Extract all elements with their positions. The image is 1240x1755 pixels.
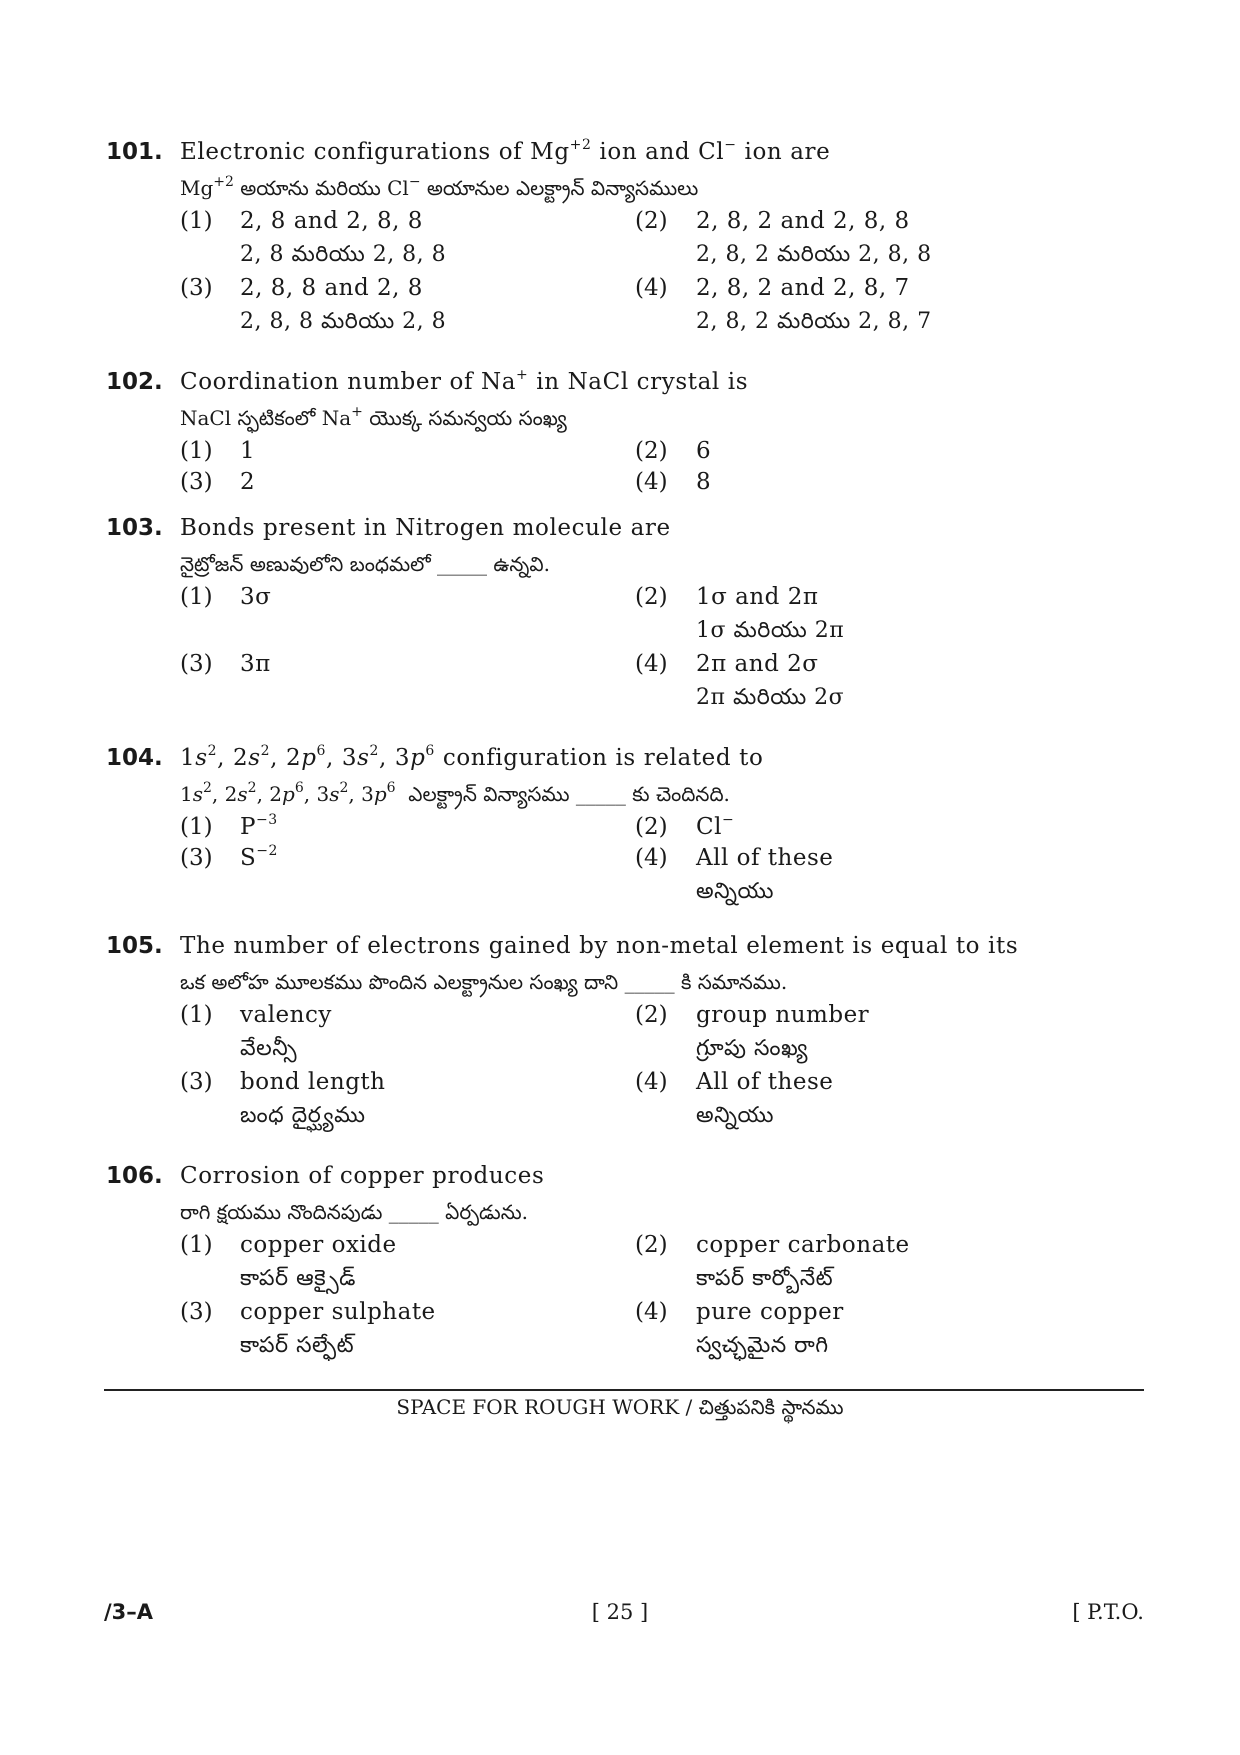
question-101 (106, 134, 1146, 340)
booklet-code: /3–A (104, 1600, 154, 1624)
option-number: (1) (180, 814, 213, 840)
option-number: (2) (635, 814, 668, 840)
option-number: (3) (180, 651, 213, 677)
option-number: (1) (180, 438, 213, 464)
option-text-te: కాపర్ సల్ఫేట్ (240, 1333, 355, 1358)
option-text-te: అన్నియు (696, 879, 774, 904)
page-number: [ 25 ] (591, 1600, 649, 1624)
option-text-en: 1σ and 2π (696, 584, 819, 610)
option-text-en: 2 (240, 469, 256, 495)
option-number: (2) (635, 584, 668, 610)
question-102 (106, 364, 1146, 498)
option-text-te: వేలన్సీ (240, 1036, 298, 1061)
question-text-en: The number of electrons gained by non-metal element is equal to its (180, 933, 1019, 959)
question-104 (106, 740, 1146, 910)
question-text-te: నైట్రోజన్ అణువులోని బంధమలో _____ ఉన్నవి. (180, 552, 550, 576)
question-text-en: Coordination number of Na+ in NaCl crystal is (180, 367, 749, 395)
option-text-en: copper oxide (240, 1232, 397, 1258)
option-number: (3) (180, 469, 213, 495)
option-text-en: 8 (696, 469, 712, 495)
option-number: (4) (635, 1069, 668, 1095)
question-text-en: Electronic configurations of $Mg^{+2}$ ion and Cl− ion are (180, 137, 831, 165)
question-text-en: Bonds present in Nitrogen molecule are (180, 515, 671, 541)
question-text-te: $Mg^{+2}$ అయాను మరియు Cl− అయానుల ఎలక్ట్రాన్ విన్యాసములు (180, 174, 699, 200)
option-text-te: అన్నియు (696, 1103, 774, 1128)
option-text-en: 3σ (240, 584, 272, 610)
question-text-te: రాగి క్షయము నొందినపుడు _____ ఏర్పడును. (180, 1200, 529, 1224)
option-text-en: pure copper (696, 1299, 844, 1325)
option-number: (1) (180, 1002, 213, 1028)
option-text-te: బంధ దైర్ఘ్యము (240, 1103, 366, 1128)
question-number: 103. (106, 515, 163, 541)
option-text-te: కాపర్ కార్బోనేట్ (696, 1266, 834, 1291)
rough-work-label: SPACE FOR ROUGH WORK / చిత్తుపనికి స్థానము (396, 1395, 844, 1419)
option-text-en: copper sulphate (240, 1299, 436, 1325)
option-text-te: 2, 8, 2 మరియు 2, 8, 7 (696, 309, 932, 334)
option-text-en: $S^{-2}$ (240, 843, 278, 871)
option-text-te: 1σ మరియు 2π (696, 618, 845, 643)
option-number: (4) (635, 275, 668, 301)
question-text-en: $1s^2$, $2s^2$, $2p^6$, $3s^2$, $3p^6$ configuration is related to (180, 743, 764, 771)
rough-work-divider (104, 1389, 1144, 1391)
option-number: (1) (180, 1232, 213, 1258)
option-number: (1) (180, 584, 213, 610)
question-text-en: Corrosion of copper produces (180, 1163, 545, 1189)
option-number: (3) (180, 275, 213, 301)
option-number: (2) (635, 1232, 668, 1258)
option-text-en: All of these (696, 845, 834, 871)
question-number: 104. (106, 745, 163, 771)
option-text-en: copper carbonate (696, 1232, 910, 1258)
question-number: 105. (106, 933, 163, 959)
question-number: 101. (106, 139, 163, 165)
question-text-te: NaCl స్ఫటికంలో Na+ యొక్క సమన్వయ సంఖ్య (180, 404, 567, 430)
option-text-te: కాపర్ ఆక్సైడ్ (240, 1266, 356, 1291)
question-103 (106, 510, 1146, 716)
option-text-en: 6 (696, 438, 712, 464)
option-text-te: స్వచ్ఛమైన రాగి (696, 1333, 829, 1358)
option-text-en: valency (240, 1002, 332, 1028)
option-text-en: $P^{-3}$ (240, 812, 278, 840)
option-number: (1) (180, 208, 213, 234)
option-text-en: group number (696, 1002, 870, 1028)
question-text-te: $1s^2$, $2s^2$, $2p^6$, $3s^2$, $3p^6$ ఎలక్ట్రాన్ విన్యాసము _____ కు చెందినది. (180, 780, 730, 806)
option-number: (2) (635, 438, 668, 464)
option-text-te: గ్రూపు సంఖ్య (696, 1036, 809, 1061)
option-text-te: 2π మరియు 2σ (696, 685, 845, 710)
option-text-en: 3π (240, 651, 271, 677)
question-105 (106, 928, 1146, 1134)
option-text-en: 2, 8, 8 and 2, 8 (240, 275, 423, 301)
option-text-te: 2, 8, 8 మరియు 2, 8 (240, 309, 447, 334)
option-number: (3) (180, 1069, 213, 1095)
please-turn-over: [ P.T.O. (1072, 1600, 1144, 1624)
option-text-en: 2, 8, 2 and 2, 8, 7 (696, 275, 910, 301)
option-text-en: 2, 8, 2 and 2, 8, 8 (696, 208, 910, 234)
option-number: (4) (635, 845, 668, 871)
question-text-te: ఒక అలోహ మూలకము పొందిన ఎలక్ట్రానుల సంఖ్య దాని _____ కి సమానము. (180, 970, 788, 994)
option-text-te: 2, 8, 2 మరియు 2, 8, 8 (696, 242, 932, 267)
option-text-en: 1 (240, 438, 256, 464)
option-number: (3) (180, 1299, 213, 1325)
option-number: (2) (635, 208, 668, 234)
option-number: (4) (635, 1299, 668, 1325)
question-number: 106. (106, 1163, 163, 1189)
option-text-en: 2π and 2σ (696, 651, 819, 677)
option-number: (4) (635, 469, 668, 495)
option-text-en: 2, 8 and 2, 8, 8 (240, 208, 423, 234)
option-text-en: Cl− (696, 812, 735, 840)
option-number: (2) (635, 1002, 668, 1028)
question-106 (106, 1158, 1146, 1364)
option-text-en: bond length (240, 1069, 386, 1095)
option-number: (3) (180, 845, 213, 871)
question-number: 102. (106, 369, 163, 395)
option-text-te: 2, 8 మరియు 2, 8, 8 (240, 242, 447, 267)
option-text-en: All of these (696, 1069, 834, 1095)
option-number: (4) (635, 651, 668, 677)
